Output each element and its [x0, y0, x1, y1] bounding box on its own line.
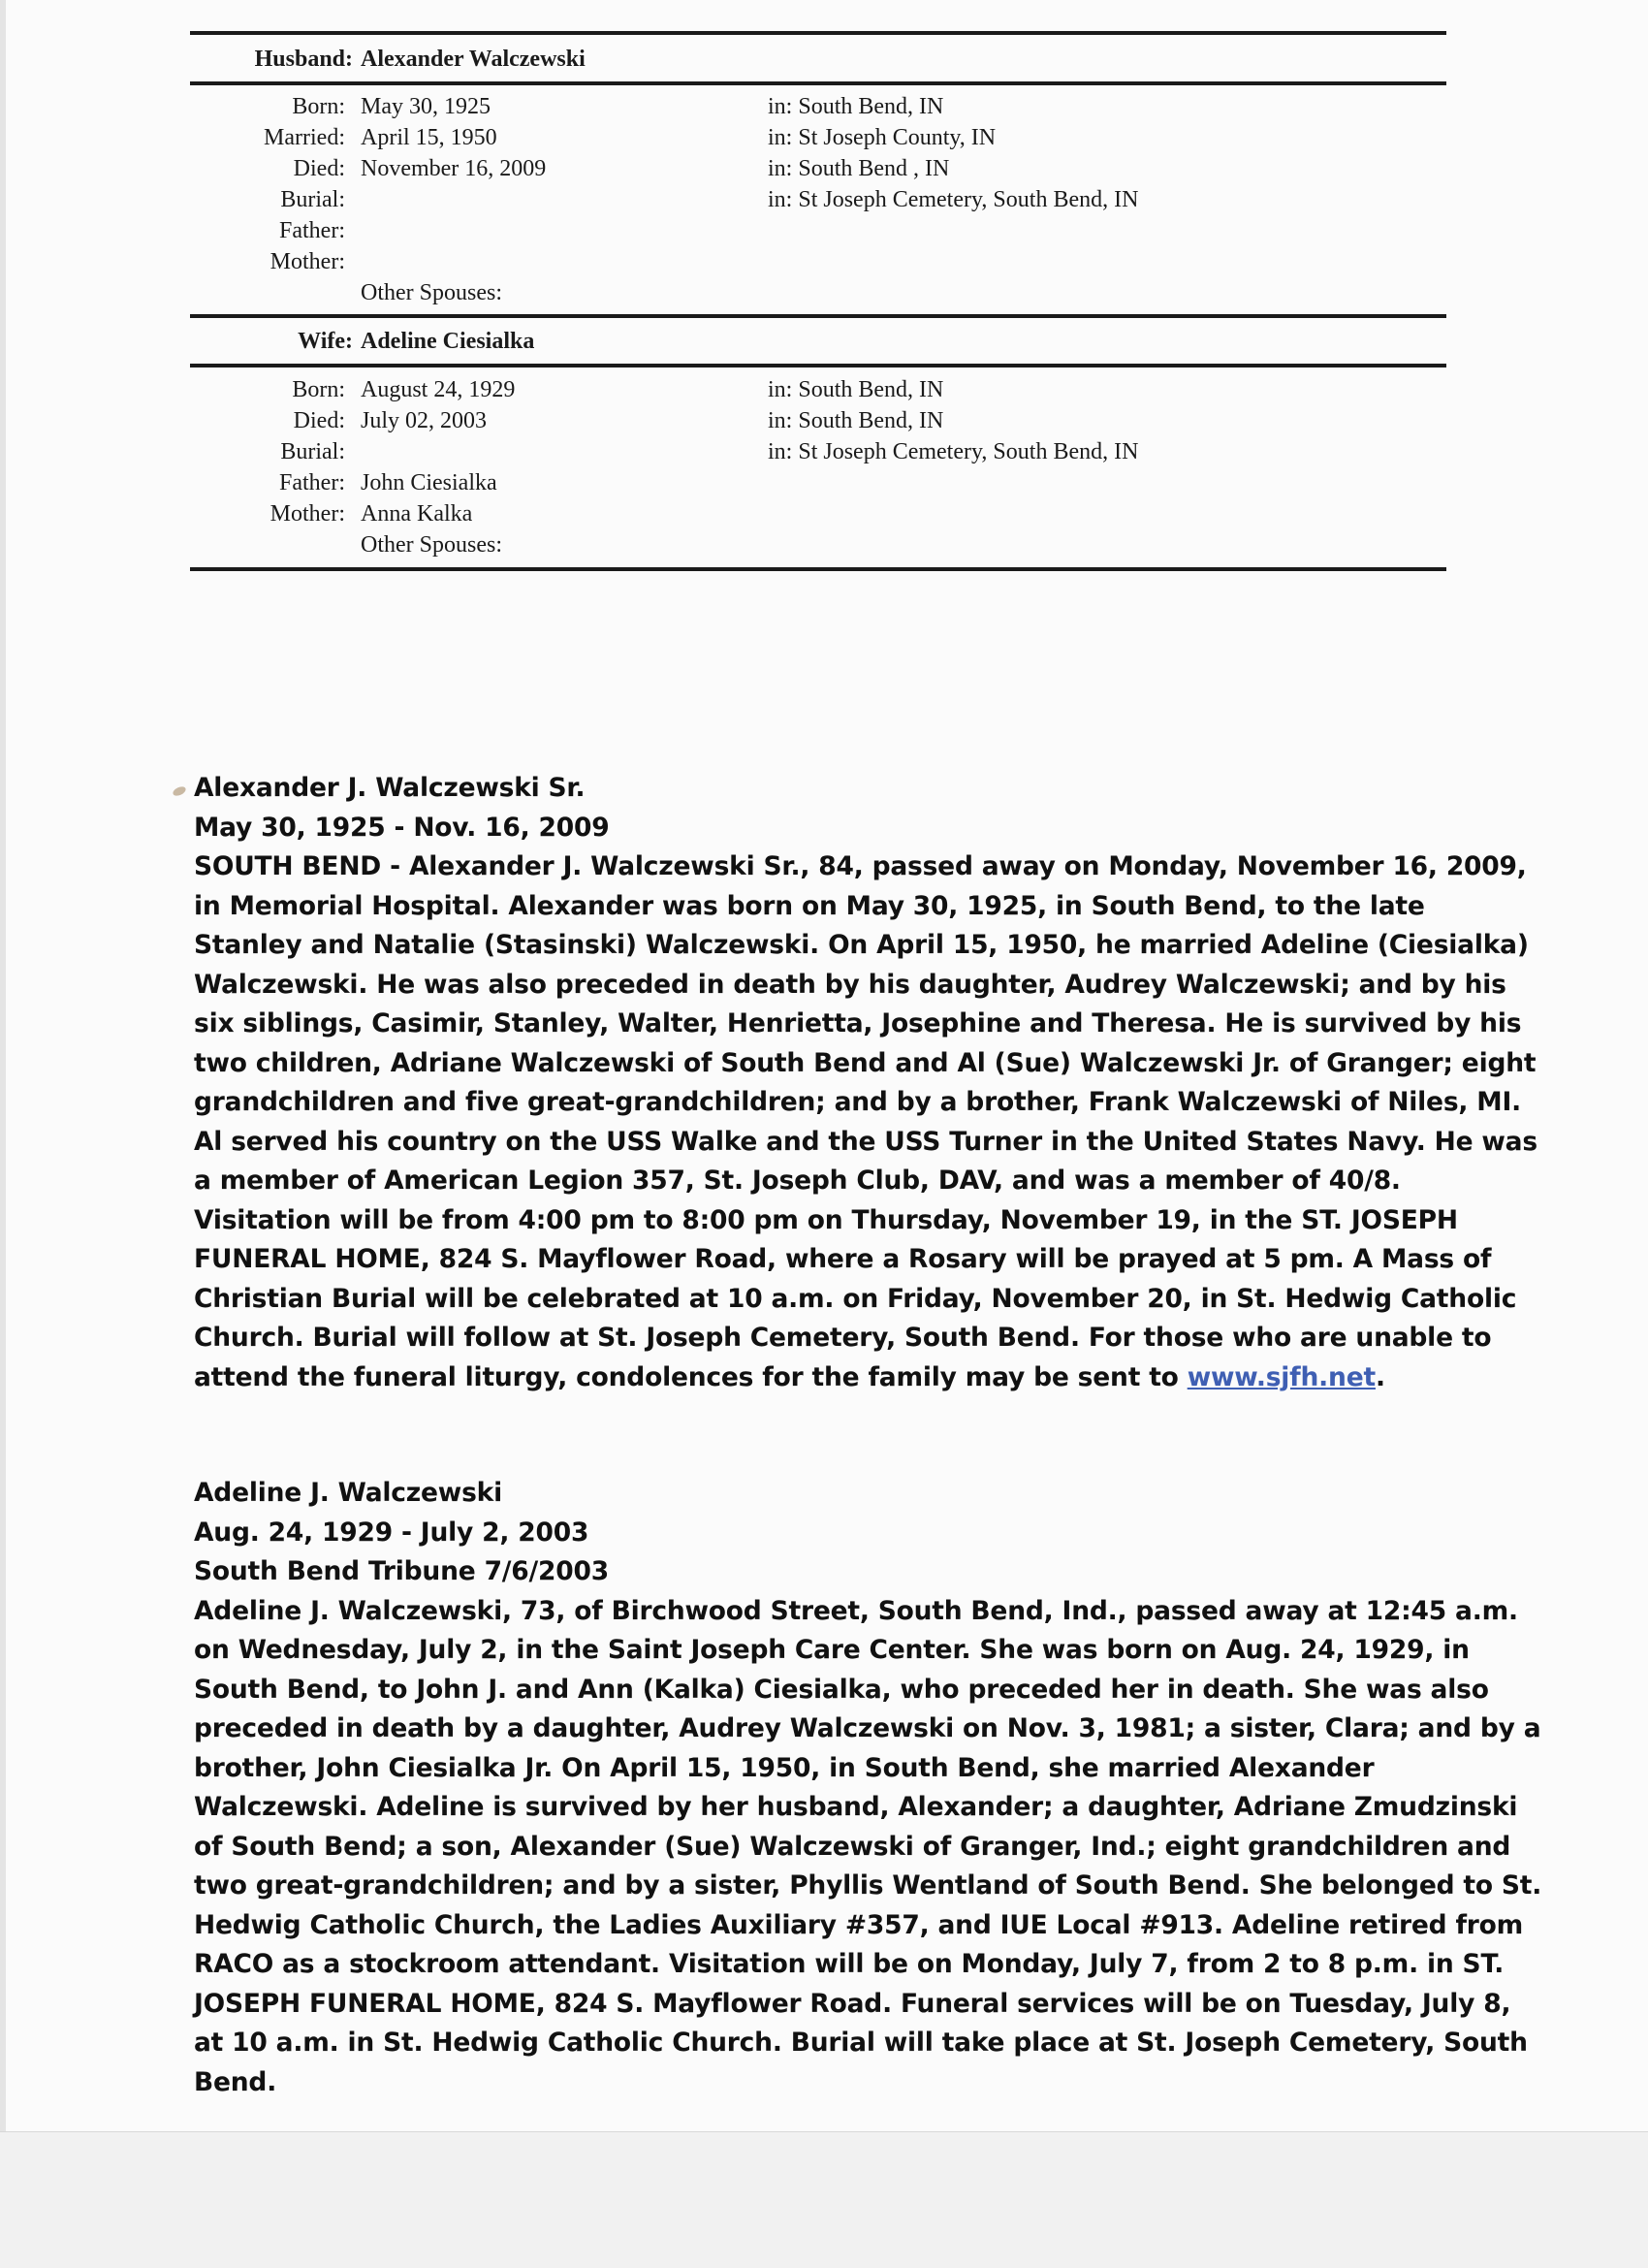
- field-label: Mother:: [269, 501, 345, 527]
- field-value: November 16, 2009: [361, 156, 547, 181]
- obituary-line: at 10 a.m. in St. Hedwig Catholic Church. Burial will take place at St. Joseph Cemetery, South: [194, 2028, 1528, 2058]
- field-label: Father:: [279, 470, 345, 495]
- obituary-line: two great-grandchildren; and by a sister, Phyllis Wentland of South Bend. She belonged to St.: [194, 1870, 1542, 1901]
- field-place: in: South Bend, IN: [768, 94, 944, 119]
- scan-speck: [172, 784, 187, 797]
- husband-field-burial: [190, 184, 1446, 215]
- obituary-line: of South Bend; a son, Alexander (Sue) Walczewski of Granger, Ind.; eight grandchildren and: [194, 1831, 1511, 1862]
- obituary-line: Stanley and Natalie (Stasinski) Walczewski. On April 15, 1950, he married Adeline (Ciesialka): [194, 930, 1529, 960]
- wife-field-died: [190, 405, 1446, 436]
- field-place: in: South Bend, IN: [768, 377, 944, 402]
- obituary-line: JOSEPH FUNERAL HOME, 824 S. Mayflower Road. Funeral services will be on Tuesday, July 8,: [194, 1988, 1511, 2019]
- obituary-line: FUNERAL HOME, 824 S. Mayflower Road, where a Rosary will be prayed at 5 pm. A Mass of: [194, 1244, 1492, 1274]
- field-label: Born:: [292, 94, 345, 119]
- field-label: Burial:: [280, 439, 345, 464]
- obituary-line: Christian Burial will be celebrated at 10 a.m. on Friday, November 20, in St. Hedwig Catholic: [194, 1283, 1517, 1314]
- husband-fields: [190, 91, 1446, 308]
- field-place: in: St Joseph County, IN: [768, 125, 997, 150]
- obituary-line: preceded in death by a daughter, Audrey Walczewski on Nov. 3, 1981; a sister, Clara; and by a: [194, 1713, 1541, 1743]
- field-label: Died:: [293, 408, 345, 433]
- obituary-line: Visitation will be from 4:00 pm to 8:00 pm on Thursday, November 19, in the ST. JOSEPH: [194, 1204, 1458, 1235]
- obituary-line: SOUTH BEND - Alexander J. Walczewski Sr., 84, passed away on Monday, November 16, 2009,: [194, 851, 1527, 881]
- husband-field-other-spouses: [190, 277, 1446, 308]
- obituary-line: Adeline J. Walczewski, 73, of Birchwood Street, South Bend, Ind., passed away at 12:45 a.m.: [194, 1595, 1518, 1626]
- obituary-adeline: [194, 1474, 1542, 2102]
- obituary-line: Walczewski. Adeline is survived by her husband, Alexander; a daughter, Adriane Zmudzinski: [194, 1792, 1518, 1822]
- obituary-last-line: attend the funeral liturgy, condolences for the family may be sent to www.sjfh.net.: [194, 1361, 1385, 1392]
- field-label: Married:: [264, 125, 345, 150]
- husband-name: Alexander Walczewski: [361, 47, 586, 72]
- field-value: John Ciesialka: [361, 470, 497, 495]
- wife-field-father: [190, 467, 1446, 498]
- obituary-alexander: [194, 769, 1537, 1397]
- obituary-line: Al served his country on the USS Walke and the USS Turner in the United States Navy. He was: [194, 1126, 1537, 1157]
- field-value: Other Spouses:: [361, 280, 502, 305]
- husband-field-married: [190, 122, 1446, 153]
- field-label: Mother:: [269, 249, 345, 274]
- scan-edge-left: [0, 0, 6, 2267]
- wife-field-other-spouses: [190, 529, 1446, 560]
- wife-label: Wife:: [298, 329, 353, 354]
- obituary-line: brother, John Ciesialka Jr. On April 15, 1950, in South Bend, she married Alexander: [194, 1752, 1375, 1783]
- husband-label: Husband:: [254, 47, 353, 72]
- field-value: April 15, 1950: [361, 125, 497, 150]
- wife-top-rule: [190, 314, 1446, 318]
- obituary-line: grandchildren and five great-grandchildren; and by a brother, Frank Walczewski of Niles, MI.: [194, 1087, 1521, 1117]
- obituary-line: two children, Adriane Walczewski of South Bend and Al (Sue) Walczewski Jr. of Granger; eight: [194, 1047, 1537, 1078]
- obituary-name: Alexander J. Walczewski Sr.: [194, 773, 586, 803]
- wife-rule: [190, 364, 1446, 367]
- field-value: August 24, 1929: [361, 377, 516, 402]
- obituary-line: six siblings, Casimir, Stanley, Walter, Henrietta, Josephine and Theresa. He is survived by his: [194, 1008, 1522, 1038]
- field-place: in: South Bend , IN: [768, 156, 950, 181]
- wife-field-mother: [190, 498, 1446, 529]
- obituary-line: in Memorial Hospital. Alexander was born on May 30, 1925, in South Bend, to the late: [194, 890, 1425, 921]
- field-value: Other Spouses:: [361, 532, 502, 558]
- top-rule: [190, 31, 1446, 35]
- field-value: July 02, 2003: [361, 408, 488, 433]
- obituary-source: South Bend Tribune 7/6/2003: [194, 1556, 609, 1586]
- obituary-name: Adeline J. Walczewski: [194, 1478, 502, 1508]
- field-place: in: South Bend, IN: [768, 408, 944, 433]
- field-value: May 30, 1925: [361, 94, 491, 119]
- husband-field-born: [190, 91, 1446, 122]
- obituary-line: Bend.: [194, 2066, 277, 2097]
- obituary-dates: Aug. 24, 1929 - July 2, 2003: [194, 1517, 589, 1548]
- field-place: in: St Joseph Cemetery, South Bend, IN: [768, 187, 1139, 212]
- wife-fields: [190, 374, 1446, 560]
- obituary-line: South Bend, to John J. and Ann (Kalka) Ciesialka, who preceded her in death. She was also: [194, 1674, 1489, 1705]
- scan-edge-bottom: [0, 2131, 1648, 2268]
- field-value: Anna Kalka: [361, 501, 473, 527]
- obituary-line: RACO as a stockroom attendant. Visitation will be on Monday, July 7, from 2 to 8 p.m. in ST.: [194, 1949, 1505, 1979]
- husband-field-father: [190, 215, 1446, 246]
- field-label: Died:: [293, 156, 345, 181]
- obituary-line: Hedwig Catholic Church, the Ladies Auxiliary #357, and IUE Local #913. Adeline retired from: [194, 1909, 1524, 1940]
- field-place: in: St Joseph Cemetery, South Bend, IN: [768, 439, 1139, 464]
- field-label: Father:: [279, 218, 345, 243]
- obituary-dates: May 30, 1925 - Nov. 16, 2009: [194, 812, 610, 843]
- husband-field-died: [190, 153, 1446, 184]
- bottom-rule: [190, 567, 1446, 571]
- wife-field-burial: [190, 436, 1446, 467]
- wife-name: Adeline Ciesialka: [361, 329, 535, 354]
- field-label: Born:: [292, 377, 345, 402]
- obituary-line: Church. Burial will follow at St. Joseph Cemetery, South Bend. For those who are unable to: [194, 1323, 1492, 1353]
- obituary-line: on Wednesday, July 2, in the Saint Joseph Care Center. She was born on Aug. 24, 1929, in: [194, 1635, 1470, 1665]
- wife-field-born: [190, 374, 1446, 405]
- husband-rule: [190, 81, 1446, 85]
- husband-field-mother: [190, 246, 1446, 277]
- obituary-line: a member of American Legion 357, St. Joseph Club, DAV, and was a member of 40/8.: [194, 1166, 1401, 1196]
- obituary-line: Walczewski. He was also preceded in death by his daughter, Audrey Walczewski; and by his: [194, 969, 1506, 1000]
- field-label: Burial:: [280, 187, 345, 212]
- funeral-home-link[interactable]: www.sjfh.net: [1187, 1361, 1376, 1392]
